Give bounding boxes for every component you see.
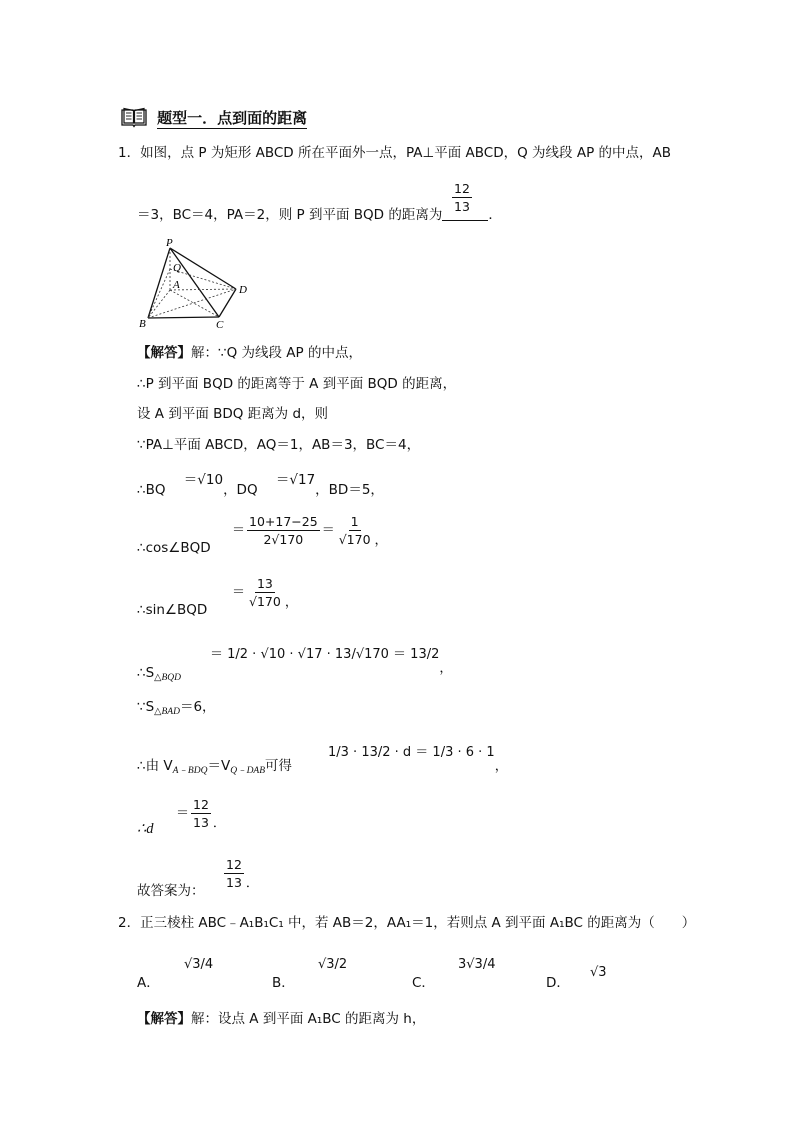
d-denominator: 13 xyxy=(193,815,209,830)
sol1-line4: ∵PA⊥平面 ABCD，AQ＝1，AB＝3，BC＝4， xyxy=(137,437,421,453)
sol1-line8 xyxy=(137,664,181,687)
sol1-line9 xyxy=(137,698,216,721)
option-b[interactable] xyxy=(272,974,295,992)
sin-denominator: √170 xyxy=(249,594,281,609)
volume-sub2: Q﹣DAB xyxy=(230,766,266,776)
option-d[interactable] xyxy=(546,974,570,992)
label-P: P xyxy=(166,237,173,249)
volume-eq: ＝V xyxy=(207,758,231,774)
edge-BC xyxy=(148,317,219,318)
q2-number: 2． xyxy=(118,915,141,931)
edge-CD xyxy=(219,289,236,317)
area-bad-subscript: △BAD xyxy=(154,707,180,717)
sin-numerator: 13 xyxy=(256,576,273,591)
cos-denominator: 2√170 xyxy=(263,532,304,547)
sol1-step1: 解：∵Q 为线段 AP 的中点， xyxy=(191,345,362,361)
final-answer-label: 故答案为： xyxy=(137,883,205,899)
option-a-value: √3/4 xyxy=(184,957,214,972)
section-header xyxy=(120,106,307,128)
solution2-label: 【解答】 xyxy=(137,1011,191,1027)
sol1-line5 xyxy=(137,472,384,499)
d-expression: ＝ $\frac{12}{13}$ ． xyxy=(176,797,226,831)
final-answer-fraction: $\frac{12}{13}$ ． xyxy=(226,857,259,891)
q2-line xyxy=(118,914,695,932)
volume-label: ∴由 V xyxy=(137,758,173,774)
option-d-value: √3 xyxy=(590,965,607,980)
sol2-step1: 解：设点 A 到平面 A₁BC 的距离为 h， xyxy=(191,1011,426,1027)
volume-sub1: A﹣BDQ xyxy=(172,766,208,776)
area-bqd-subscript: △BQD xyxy=(154,673,182,683)
option-a-label: A． xyxy=(137,975,160,991)
sin-label: ∴sin∠BQD xyxy=(137,602,208,618)
edge-QB-hidden xyxy=(148,269,170,318)
d-numerator: 12 xyxy=(193,797,209,812)
bq-value: ＝√10 xyxy=(183,472,224,488)
volume-formula: 1/3 · 13/2 · d ＝ 1/3 · 6 · 1 xyxy=(328,745,495,760)
label-Q: Q xyxy=(173,262,181,274)
section-title: 题型一．点到面的距离 xyxy=(157,108,308,127)
area-bqd-formula: ＝ 1/2 · √10 · √17 · 13/√170 ＝ 13/2 xyxy=(210,647,440,662)
pyramid-figure xyxy=(136,234,256,334)
dq-label: ，DQ xyxy=(223,482,258,498)
q1-number: 1． xyxy=(118,145,141,161)
sol1-line1 xyxy=(137,344,362,362)
cos-expression: ＝ $\frac{10+17-25}{2√170}$ ＝ $\frac{1}{√170}$ ， xyxy=(232,514,388,548)
label-A: A xyxy=(173,279,180,291)
q2-text: 正三棱柱 ABC﹣A₁B₁C₁ 中，若 AB＝2，AA₁＝1，若则点 A 到平面 A₁BC 的距离为（ ） xyxy=(140,915,696,931)
option-d-label: D． xyxy=(546,975,570,991)
label-B: B xyxy=(139,318,146,330)
option-c[interactable] xyxy=(412,974,435,992)
q1-line2-end: ． xyxy=(488,207,502,223)
book-icon xyxy=(120,106,148,128)
edge-AC-hidden xyxy=(170,290,219,317)
bd-value: ，BD＝5， xyxy=(315,482,384,498)
d-label: ∴d xyxy=(137,821,154,837)
option-a[interactable] xyxy=(137,974,160,992)
q1-text-line2: ＝3，BC＝4，PA＝2，则 P 到平面 BQD 的距离为 xyxy=(137,207,443,223)
sol1-line2: ∴P 到平面 BQD 的距离等于 A 到平面 BQD 的距离， xyxy=(137,376,457,392)
dq-value: ＝√17 xyxy=(275,472,316,488)
cos-label: ∴cos∠BQD xyxy=(137,540,211,556)
label-C: C xyxy=(216,319,224,331)
sol1-line12 xyxy=(137,882,205,900)
q1-line1 xyxy=(118,144,671,162)
edge-AB-hidden xyxy=(148,290,170,318)
label-D: D xyxy=(239,284,247,296)
solution-label: 【解答】 xyxy=(137,345,191,361)
q1-answer-numerator: 12 xyxy=(454,181,470,196)
final-answer-denominator: 13 xyxy=(226,875,242,890)
q1-answer-denominator: 13 xyxy=(454,199,470,214)
sol2-line1 xyxy=(137,1010,425,1028)
sol1-line3: 设 A 到平面 BDQ 距离为 d，则 xyxy=(137,406,329,422)
answer-blank xyxy=(442,206,488,221)
final-answer-numerator: 12 xyxy=(226,857,242,872)
cos-simplified-numerator: 1 xyxy=(350,514,359,529)
q1-text-line1: 如图，点 P 为矩形 ABCD 所在平面外一点，PA⊥平面 ABCD，Q 为线段 AP 的中点，AB xyxy=(140,145,671,161)
volume-equation: 1/3 · 13/2 · d ＝ 1/3 · 6 · 1， xyxy=(328,745,508,774)
area-bqd-label: ∴S xyxy=(137,665,155,681)
option-b-value: √3/2 xyxy=(318,957,348,972)
area-bad-label: ∵S xyxy=(137,699,155,715)
sol1-line7 xyxy=(137,601,207,619)
option-b-label: B． xyxy=(272,975,295,991)
edge-AD-hidden xyxy=(170,289,236,290)
sol1-line11 xyxy=(137,820,153,838)
option-c-label: C． xyxy=(412,975,435,991)
area-bad-value: ＝6， xyxy=(179,699,216,715)
edge-BD-hidden xyxy=(148,289,236,318)
edge-PB xyxy=(148,248,170,318)
area-bqd-expression: ＝ 1/2 · √10 · √17 · 13/√170 ＝ 13/2， xyxy=(210,647,453,676)
sol1-line10 xyxy=(137,757,292,780)
sol1-line6 xyxy=(137,539,211,557)
volume-text: 可得 xyxy=(265,758,293,774)
cos-simplified-denominator: √170 xyxy=(338,532,371,547)
bq-label: ∴BQ xyxy=(137,482,166,498)
cos-numerator: 10+17−25 xyxy=(249,514,318,529)
option-c-value: 3√3/4 xyxy=(458,957,496,972)
q1-line2 xyxy=(137,206,502,224)
sin-expression: ＝ $\frac{13}{√170}$ ， xyxy=(232,576,298,610)
